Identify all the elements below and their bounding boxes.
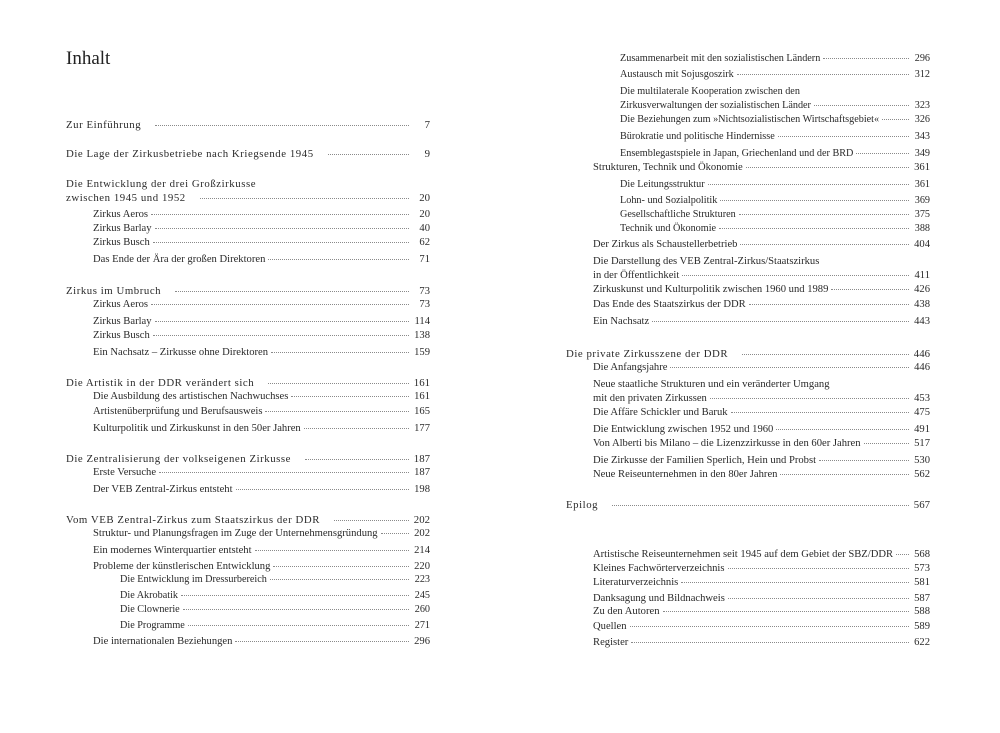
toc-page-number: 312 xyxy=(914,69,930,80)
dot-leader xyxy=(896,554,909,555)
toc-page-number: 446 xyxy=(913,348,930,360)
toc-entry[interactable] xyxy=(66,405,430,419)
toc-entry[interactable] xyxy=(66,346,430,360)
toc-entry-label: Die Entwicklung zwischen 1952 und 1960 xyxy=(593,424,774,435)
toc-entry-label: Literaturverzeichnis xyxy=(593,577,679,588)
toc-entry[interactable] xyxy=(66,315,430,329)
toc-entry[interactable] xyxy=(566,454,930,468)
toc-page-number: 530 xyxy=(914,455,930,466)
dot-leader xyxy=(708,184,909,185)
toc-entry-label: Die Artistik in der DDR verändert sich xyxy=(66,377,255,389)
toc-page-number: 223 xyxy=(414,574,430,585)
toc-page-number: 388 xyxy=(914,223,930,234)
dot-leader xyxy=(710,398,909,399)
toc-page-number: 517 xyxy=(914,438,930,449)
toc-entry[interactable] xyxy=(566,498,930,512)
toc-entry-label: Zirkus Busch xyxy=(93,237,150,248)
toc-entry[interactable] xyxy=(66,560,430,574)
toc-page-number: 187 xyxy=(413,453,430,465)
dot-leader xyxy=(856,153,909,154)
dot-leader xyxy=(778,136,909,137)
toc-page-number: 198 xyxy=(414,484,430,495)
toc-entry-label: Die Leitungsstruktur xyxy=(620,179,705,190)
toc-entry[interactable] xyxy=(66,390,430,404)
toc-page-number: 438 xyxy=(914,299,930,310)
toc-entry-label: Zu den Autoren xyxy=(593,606,660,617)
toc-entry[interactable] xyxy=(66,603,430,617)
toc-entry-label: Bürokratie und politische Hindernisse xyxy=(620,131,775,142)
toc-entry[interactable] xyxy=(66,284,430,298)
toc-entry-label: zwischen 1945 und 1952 xyxy=(66,192,186,204)
toc-page-number: 581 xyxy=(914,577,930,588)
toc-page-number: 361 xyxy=(914,179,930,190)
toc-page-number: 491 xyxy=(914,424,930,435)
toc-page-number: 369 xyxy=(914,195,930,206)
toc-entry[interactable] xyxy=(566,592,930,606)
toc-entry-label: Das Ende der Ära der großen Direktoren xyxy=(93,254,266,265)
toc-entry[interactable] xyxy=(566,113,930,127)
dot-leader xyxy=(305,459,409,460)
dot-leader xyxy=(746,167,909,168)
dot-leader xyxy=(270,579,409,580)
toc-entry[interactable] xyxy=(566,437,930,451)
toc-entry[interactable] xyxy=(566,548,930,562)
toc-page-number: 296 xyxy=(914,53,930,64)
toc-page-number: 426 xyxy=(914,284,930,295)
toc-entry-label: Epilog xyxy=(566,499,599,511)
toc-entry[interactable] xyxy=(566,361,930,375)
toc-entry-label: Struktur- und Planungsfragen im Zuge der Unternehmensgründung xyxy=(93,528,378,539)
toc-entry-label: Quellen xyxy=(593,621,627,632)
toc-entry[interactable] xyxy=(566,147,930,161)
dot-leader xyxy=(739,214,909,215)
toc-page-number: 375 xyxy=(914,209,930,220)
toc-page-number: 138 xyxy=(414,330,430,341)
dot-leader xyxy=(265,411,409,412)
toc-entry-label: Strukturen, Technik und Ökonomie xyxy=(593,162,743,173)
toc-entry-label: Das Ende des Staatszirkus der DDR xyxy=(593,299,746,310)
toc-entry-label: Ensemblegastspiele in Japan, Griechenland und der BRD xyxy=(620,148,854,159)
toc-page-number: 296 xyxy=(414,636,430,647)
toc-entry[interactable] xyxy=(66,466,430,480)
toc-entry[interactable] xyxy=(66,253,430,267)
toc-entry-label: Kulturpolitik und Zirkuskunst in den 50er Jahren xyxy=(93,423,301,434)
dot-leader xyxy=(151,214,409,215)
dot-leader xyxy=(742,354,909,355)
toc-entry[interactable] xyxy=(66,635,430,649)
toc-entry-label-line1: Die Darstellung des VEB Zentral-Zirkus/Staatszirkus xyxy=(593,256,820,267)
dot-leader xyxy=(268,383,409,384)
toc-page-number: 40 xyxy=(419,223,430,234)
toc-entry[interactable] xyxy=(66,422,430,436)
toc-page-number: 271 xyxy=(414,620,430,631)
dot-leader xyxy=(181,595,409,596)
dot-leader xyxy=(334,520,409,521)
dot-leader xyxy=(740,244,909,245)
toc-page-number: 411 xyxy=(914,270,930,281)
toc-entry[interactable] xyxy=(66,513,430,527)
toc-entry[interactable] xyxy=(566,605,930,619)
dot-leader xyxy=(823,58,909,59)
toc-page-number: 589 xyxy=(914,621,930,632)
toc-entry-label: Gesellschaftliche Strukturen xyxy=(620,209,736,220)
dot-leader xyxy=(328,154,409,155)
toc-page-number: 587 xyxy=(914,593,930,604)
toc-page-number: 475 xyxy=(914,407,930,418)
dot-leader xyxy=(159,472,409,473)
toc-page-number: 573 xyxy=(914,563,930,574)
dot-leader xyxy=(737,74,909,75)
toc-title: Inhalt xyxy=(66,48,111,69)
toc-page-number: 9 xyxy=(424,148,430,160)
toc-entry[interactable] xyxy=(66,208,430,222)
toc-page-number: 245 xyxy=(414,590,430,601)
toc-page-number: 214 xyxy=(414,545,430,556)
toc-entry-label: Der Zirkus als Schaustellerbetrieb xyxy=(593,239,738,250)
toc-entry[interactable] xyxy=(566,392,930,406)
toc-entry-label: Artistische Reiseunternehmen seit 1945 auf dem Gebiet der SBZ/DDR xyxy=(593,549,894,560)
toc-entry-label: Die Zirkusse der Familien Sperlich, Hein und Probst xyxy=(593,455,817,466)
toc-entry[interactable] xyxy=(66,329,430,343)
toc-entry[interactable] xyxy=(66,236,430,250)
dot-leader xyxy=(381,533,409,534)
toc-entry[interactable] xyxy=(66,222,430,236)
dot-leader xyxy=(271,352,409,353)
dot-leader xyxy=(183,609,409,610)
toc-entry[interactable] xyxy=(566,298,930,312)
toc-page-number: 202 xyxy=(414,528,430,539)
dot-leader xyxy=(728,598,909,599)
toc-entry[interactable] xyxy=(566,636,930,650)
toc-entry[interactable] xyxy=(566,52,930,66)
toc-entry-label: mit den privaten Zirkussen xyxy=(593,393,707,404)
toc-entry-label: in der Öffentlichkeit xyxy=(593,270,680,281)
toc-entry-label: Ein Nachsatz xyxy=(593,316,650,327)
toc-entry[interactable] xyxy=(566,238,930,252)
toc-entry-label: Neue Reiseunternehmen in den 80er Jahren xyxy=(593,469,778,480)
toc-page-number: 161 xyxy=(414,391,430,402)
toc-page-number: 361 xyxy=(914,162,930,173)
toc-entry-label: Der VEB Zentral-Zirkus entsteht xyxy=(93,484,233,495)
toc-page-number: 446 xyxy=(914,362,930,373)
toc-page-number: 349 xyxy=(914,148,930,159)
toc-entry-label: Von Alberti bis Milano – die Lizenzzirkusse in den 60er Jahren xyxy=(593,438,861,449)
toc-entry-label: Technik und Ökonomie xyxy=(620,223,717,234)
dot-leader xyxy=(155,321,409,322)
toc-entry-label: Zirkus Barlay xyxy=(93,316,152,327)
toc-entry[interactable] xyxy=(566,620,930,634)
dot-leader xyxy=(776,429,909,430)
dot-leader xyxy=(175,291,409,292)
toc-entry-label: Zirkus Aeros xyxy=(93,209,149,220)
dot-leader xyxy=(882,119,909,120)
toc-entry-label: Zirkus im Umbruch xyxy=(66,285,162,297)
toc-page-number: 114 xyxy=(414,316,430,327)
toc-page-number: 7 xyxy=(424,119,430,131)
toc-page-number: 622 xyxy=(914,637,930,648)
toc-page-number: 73 xyxy=(419,285,430,297)
toc-page-number: 177 xyxy=(414,423,430,434)
toc-page-number: 323 xyxy=(914,100,930,111)
toc-page-number: 260 xyxy=(414,604,430,615)
dot-leader xyxy=(155,228,409,229)
toc-entry-label: Die private Zirkusszene der DDR xyxy=(566,348,729,360)
toc-entry-label: Zirkus Busch xyxy=(93,330,150,341)
toc-entry-label-line1: Die multilaterale Kooperation zwischen den xyxy=(620,86,800,97)
toc-entry[interactable] xyxy=(566,222,930,236)
toc-entry[interactable] xyxy=(66,452,430,466)
dot-leader xyxy=(153,242,409,243)
dot-leader xyxy=(719,228,909,229)
dot-leader xyxy=(304,428,409,429)
toc-page-number: 187 xyxy=(414,467,430,478)
toc-entry-label: Die Ausbildung des artistischen Nachwuchses xyxy=(93,391,289,402)
toc-entry-label: Zirkus Barlay xyxy=(93,223,152,234)
toc-entry[interactable] xyxy=(566,423,930,437)
toc-page-number: 326 xyxy=(914,114,930,125)
dot-leader xyxy=(200,198,409,199)
toc-page-number: 568 xyxy=(914,549,930,560)
toc-entry[interactable] xyxy=(566,269,930,283)
dot-leader xyxy=(291,396,409,397)
dot-leader xyxy=(268,259,409,260)
dot-leader xyxy=(814,105,909,106)
toc-entry[interactable] xyxy=(566,194,930,208)
dot-leader xyxy=(652,321,909,322)
toc-entry-label: Zirkus Aeros xyxy=(93,299,149,310)
toc-entry[interactable] xyxy=(66,573,430,587)
toc-entry-label: Die Programme xyxy=(120,620,185,631)
dot-leader xyxy=(682,275,909,276)
dot-leader xyxy=(670,367,909,368)
dot-leader xyxy=(612,505,909,506)
toc-page-number: 165 xyxy=(414,406,430,417)
toc-entry-label: Die Akrobatik xyxy=(120,590,179,601)
toc-page-number: 453 xyxy=(914,393,930,404)
toc-page-number: 159 xyxy=(414,347,430,358)
toc-entry[interactable] xyxy=(66,483,430,497)
dot-leader xyxy=(780,474,909,475)
dot-leader xyxy=(236,489,409,490)
toc-entry[interactable] xyxy=(566,68,930,82)
dot-leader xyxy=(749,304,909,305)
dot-leader xyxy=(273,566,409,567)
toc-entry-label: Die Affäre Schickler und Baruk xyxy=(593,407,728,418)
dot-leader xyxy=(630,626,909,627)
toc-entry-label: Ein Nachsatz – Zirkusse ohne Direktoren xyxy=(93,347,269,358)
dot-leader xyxy=(864,443,909,444)
toc-page-number: 562 xyxy=(914,469,930,480)
toc-entry[interactable] xyxy=(566,347,930,361)
toc-entry-label: Lohn- und Sozialpolitik xyxy=(620,195,718,206)
toc-entry-label: Ein modernes Winterquartier entsteht xyxy=(93,545,252,556)
toc-entry[interactable] xyxy=(566,99,930,113)
toc-page-number: 567 xyxy=(913,499,930,511)
toc-entry[interactable] xyxy=(66,619,430,633)
toc-entry[interactable] xyxy=(566,178,930,192)
toc-page-number: 202 xyxy=(413,514,430,526)
toc-page-number: 73 xyxy=(419,299,430,310)
dot-leader xyxy=(255,550,409,551)
dot-leader xyxy=(235,641,409,642)
toc-entry[interactable] xyxy=(66,298,430,312)
dot-leader xyxy=(631,642,909,643)
toc-entry[interactable] xyxy=(66,527,430,541)
toc-entry[interactable] xyxy=(66,544,430,558)
toc-entry[interactable] xyxy=(66,191,430,205)
dot-leader xyxy=(188,625,409,626)
dot-leader xyxy=(153,335,409,336)
toc-entry-label: Die Anfangsjahre xyxy=(593,362,668,373)
dot-leader xyxy=(720,200,909,201)
toc-page-number: 161 xyxy=(413,377,430,389)
dot-leader xyxy=(155,125,409,126)
toc-entry-label: Die internationalen Beziehungen xyxy=(93,636,233,647)
toc-entry[interactable] xyxy=(566,161,930,175)
toc-entry[interactable] xyxy=(66,589,430,603)
toc-entry[interactable] xyxy=(566,406,930,420)
dot-leader xyxy=(731,412,909,413)
toc-entry[interactable] xyxy=(566,468,930,482)
toc-entry-label: Artistenüberprüfung und Berufsausweis xyxy=(93,406,263,417)
dot-leader xyxy=(819,460,909,461)
toc-page-number: 20 xyxy=(419,209,430,220)
dot-leader xyxy=(663,611,910,612)
toc-entry-label: Probleme der künstlerischen Entwicklung xyxy=(93,561,271,572)
toc-entry-label: Zur Einführung xyxy=(66,119,142,131)
toc-entry-label: Zirkusverwaltungen der sozialistischen Länder xyxy=(620,100,811,111)
toc-entry[interactable] xyxy=(566,315,930,329)
toc-page-number: 20 xyxy=(419,192,430,204)
dot-leader xyxy=(681,582,909,583)
dot-leader xyxy=(728,568,910,569)
toc-page-number: 62 xyxy=(419,237,430,248)
toc-entry-label: Danksagung und Bildnachweis xyxy=(593,593,725,604)
toc-entry-label: Zusammenarbeit mit den sozialistischen Ländern xyxy=(620,53,821,64)
toc-entry-label-line1: Die Entwicklung der drei Großzirkusse xyxy=(66,178,257,190)
toc-entry-label: Die Beziehungen zum »Nichtsozialistischen Wirtschaftsgebiet« xyxy=(620,114,880,125)
toc-entry-label: Austausch mit Sojusgoszirk xyxy=(620,69,734,80)
dot-leader xyxy=(151,304,409,305)
toc-page-number: 588 xyxy=(914,606,930,617)
toc-entry[interactable] xyxy=(66,376,430,390)
toc-page-number: 71 xyxy=(419,254,430,265)
toc-entry[interactable] xyxy=(566,130,930,144)
toc-entry-label-line1: Neue staatliche Strukturen und ein veränderter Umgang xyxy=(593,379,830,390)
toc-page-number: 443 xyxy=(914,316,930,327)
toc-entry[interactable] xyxy=(66,147,430,161)
toc-entry-label: Erste Versuche xyxy=(93,467,157,478)
toc-entry-label: Vom VEB Zentral-Zirkus zum Staatszirkus der DDR xyxy=(66,514,320,526)
toc-entry-label: Die Entwicklung im Dressurbereich xyxy=(120,574,267,585)
toc-entry-label: Register xyxy=(593,637,629,648)
toc-entry[interactable] xyxy=(66,118,430,132)
toc-entry-label: Kleines Fachwörterverzeichnis xyxy=(593,563,725,574)
toc-entry[interactable] xyxy=(566,283,930,297)
toc-entry-label: Die Lage der Zirkusbetriebe nach Kriegsende 1945 xyxy=(66,148,314,160)
dot-leader xyxy=(831,289,909,290)
toc-entry-label: Die Zentralisierung der volkseigenen Zirkusse xyxy=(66,453,292,465)
toc-entry-label: Die Clownerie xyxy=(120,604,180,615)
toc-entry-label: Zirkuskunst und Kulturpolitik zwischen 1960 und 1989 xyxy=(593,284,829,295)
toc-entry[interactable] xyxy=(566,576,930,590)
toc-page-number: 404 xyxy=(914,239,930,250)
toc-entry[interactable] xyxy=(566,562,930,576)
toc-entry[interactable] xyxy=(566,208,930,222)
toc-page-number: 343 xyxy=(914,131,930,142)
toc-page-number: 220 xyxy=(414,561,430,572)
